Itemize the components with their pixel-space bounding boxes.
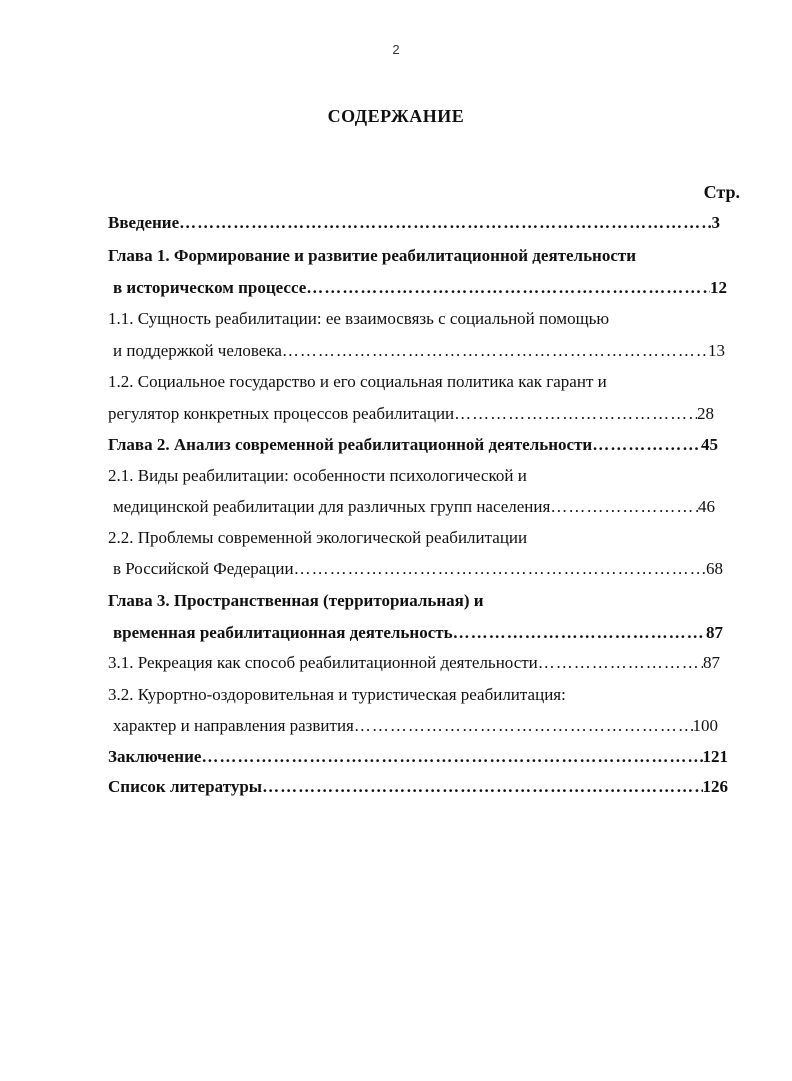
toc-entry-section-2-2-line-1: 2.2. Проблемы современной экологической реабилитации	[108, 528, 528, 547]
toc-entry-section-2-2	[113, 558, 723, 580]
toc-page-ref: 12	[710, 278, 727, 297]
dot-leader	[453, 622, 706, 644]
page-number: 2	[392, 42, 400, 57]
toc-page-ref: 68	[706, 559, 723, 578]
dot-leader	[550, 496, 698, 518]
toc-entry-conclusion	[108, 746, 728, 768]
toc-page-ref: 45	[701, 435, 718, 454]
toc-entry-references	[108, 776, 728, 798]
dot-leader	[538, 652, 703, 674]
toc-entry-chapter-3-line-1: Глава 3. Пространственная (территориальная) и	[108, 591, 484, 610]
page-column-header: Стр.	[703, 182, 740, 202]
toc-page-ref: 126	[702, 777, 728, 796]
toc-page-ref: 87	[703, 653, 720, 672]
toc-entry-label: Список литературы	[108, 777, 263, 796]
toc-entry-label: в Российской Федерации	[113, 559, 294, 578]
toc-entry-section-3-1	[108, 652, 720, 674]
toc-entry-chapter-1-line-1: Глава 1. Формирование и развитие реабилитационной деятельности	[108, 246, 637, 265]
dot-leader	[282, 340, 708, 362]
page-title: СОДЕРЖАНИЕ	[327, 106, 465, 126]
toc-entry-section-2-1-line-1: 2.1. Виды реабилитации: особенности психологической и	[108, 466, 527, 485]
toc-page-ref: 121	[702, 747, 728, 766]
toc-entry-label: Заключение	[108, 747, 202, 766]
dot-leader	[201, 746, 702, 768]
toc-entry-section-1-2	[108, 403, 714, 425]
toc-entry-label: медицинской реабилитации для различных групп населения	[113, 497, 551, 516]
toc-entry-section-3-2	[113, 715, 718, 737]
toc-entry-label: характер и направления развития	[113, 716, 354, 735]
toc-page-ref: 87	[706, 623, 723, 642]
toc-entry-label: временная реабилитационная деятельность	[113, 623, 453, 642]
toc-entry-label: Глава 2. Анализ современной реабилитационной деятельности	[108, 435, 593, 454]
toc-entry-label: в историческом процессе	[113, 278, 307, 297]
toc-page-ref: 100	[692, 716, 718, 735]
dot-leader	[354, 715, 693, 737]
dot-leader	[294, 558, 706, 580]
toc-entry-section-1-1-line-1: 1.1. Сущность реабилитации: ее взаимосвязь с социальной помощью	[108, 309, 610, 328]
toc-entry-section-3-2-line-1: 3.2. Курортно-оздоровительная и туристическая реабилитация:	[108, 685, 566, 704]
toc-page-ref: 28	[697, 404, 714, 423]
dot-leader	[179, 212, 711, 234]
toc-entry-section-1-1	[113, 340, 725, 362]
toc-entry-label: и поддержкой человека	[113, 341, 282, 360]
toc-page-ref: 13	[708, 341, 725, 360]
toc-entry-label: регулятор конкретных процессов реабилитации	[108, 404, 455, 423]
toc-page-ref: 46	[698, 497, 715, 516]
toc-entry-section-1-2-line-1: 1.2. Социальное государство и его социальная политика как гарант и	[108, 372, 607, 391]
toc-page-ref: 3	[711, 213, 720, 232]
toc-entry-chapter-1	[113, 277, 727, 299]
toc-entry-intro	[108, 212, 720, 234]
toc-entry-label: Введение	[108, 213, 180, 232]
dot-leader	[306, 277, 710, 299]
dot-leader	[454, 403, 697, 425]
toc-entry-chapter-2	[108, 434, 718, 456]
toc-entry-section-2-1	[113, 496, 715, 518]
dot-leader	[262, 776, 702, 798]
dot-leader	[592, 434, 701, 456]
toc-entry-label: 3.1. Рекреация как способ реабилитационной деятельности	[108, 653, 538, 672]
toc-entry-chapter-3	[113, 622, 723, 644]
